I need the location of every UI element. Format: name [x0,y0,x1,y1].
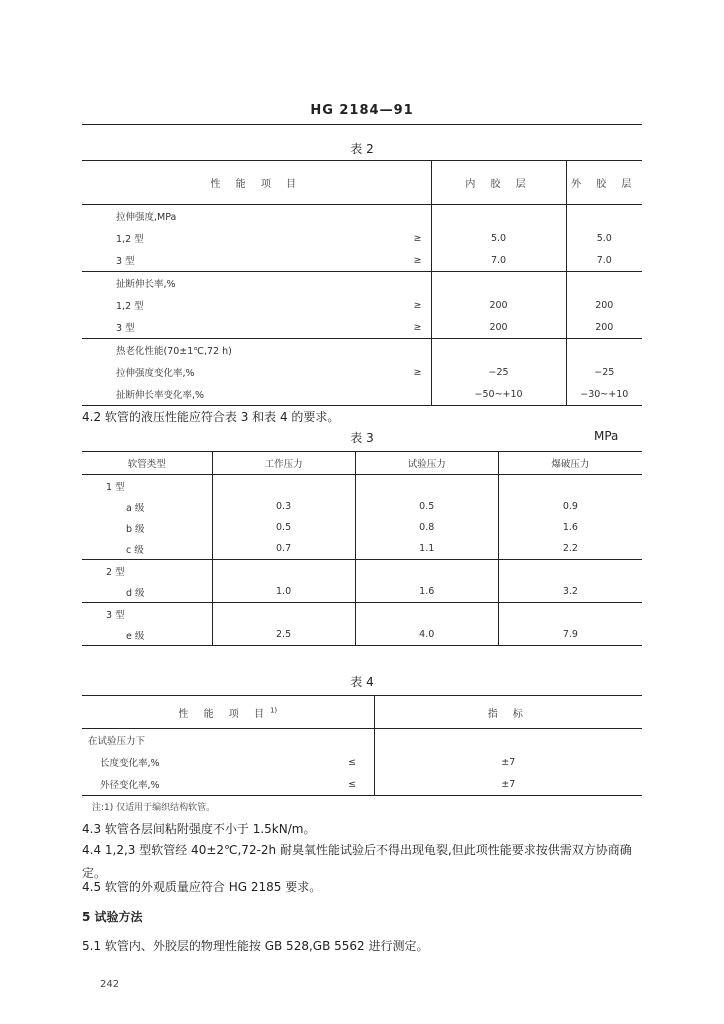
table2-row [82,227,642,249]
table4-row-label: 在试验压力下 [88,736,146,747]
table2-row-symbol: ≥ [413,321,422,333]
table3-row-test [355,475,498,497]
table3-row [82,517,642,538]
table4-row-label: 长度变化率,% [100,758,160,769]
table2-row [82,361,642,383]
table3-row [82,581,642,603]
table3-header-burst: 爆破压力 [498,452,642,475]
standard-code-header: HG 2184—91 [310,103,414,118]
table2-caption: 表 2 [350,142,374,156]
table2-row [82,249,642,272]
table3-row-burst: 2.2 [498,538,642,560]
table4-note: 注:1) 仅适用于编织结构软管。 [92,803,216,813]
table2-row [82,316,642,339]
table3-row-test [355,603,498,625]
table2-row-inner [431,205,566,228]
table3-row [82,475,642,497]
table4-row [82,729,642,752]
table2-row-inner [431,339,566,362]
table2-row-outer: 5.0 [566,227,642,249]
table4-row-value: ±7 [374,751,642,773]
table2-row-inner: −50~+10 [431,383,566,406]
table2-row-symbol [404,383,431,406]
table2-header-inner: 内 胶 层 [431,161,566,205]
table3-row-work: 1.0 [212,581,355,603]
header-rule [82,124,642,125]
table3-unit: MPa [594,429,619,443]
table4-header-item-text: 性 能 项 目 [178,708,270,720]
table3-row-work [212,475,355,497]
table2-row-label: 1,2 型 [116,234,144,245]
table2-row [82,272,642,295]
table2-row-label: 拉伸强度,MPa [82,205,404,228]
table4-row [82,751,642,773]
page-number: 242 [100,979,120,990]
table3-row-test [355,560,498,582]
table3-row-work: 0.3 [212,496,355,517]
table3-row-burst: 7.9 [498,624,642,646]
table3-row-test: 0.8 [355,517,498,538]
table2-row [82,339,642,362]
paragraph-4-3: 4.3 软管各层间粘附强度不小于 1.5kN/m。 [82,822,316,836]
table2-header-row [82,161,642,205]
table3-row-type: 3 型 [82,603,212,625]
table2-row-symbol [404,272,431,295]
table4-row [82,773,642,796]
table4-header-index: 指 标 [374,696,642,729]
table2-row-inner: 200 [431,316,566,339]
table3-row-test: 4.0 [355,624,498,646]
table2-row [82,294,642,316]
table3-row-type: d 级 [126,587,145,599]
table3-row [82,538,642,560]
table3-row-work [212,603,355,625]
table3-header-test: 试验压力 [355,452,498,475]
table3-row-type: a 级 [126,502,145,514]
table2-row-label: 扯断伸长率,% [82,272,404,295]
table2-row-symbol: ≥ [413,232,422,244]
table2-row-symbol: ≥ [413,366,422,378]
table3-row-type: 1 型 [106,481,125,493]
table2-row-inner: −25 [431,361,566,383]
table2-row-label: 扯断伸长率变化率,% [82,383,404,406]
table2-row-outer: 200 [566,294,642,316]
table3-row-work [212,560,355,582]
table2-row-inner: 200 [431,294,566,316]
table2-header-item: 性 能 项 目 [82,161,431,205]
table2-row-outer [566,272,642,295]
table2-row-outer: −30~+10 [566,383,642,406]
table4-row-symbol [331,729,375,752]
table3-caption: 表 3 [350,431,374,445]
table4-row-value [374,729,642,752]
table2-row-label: 1,2 型 [116,301,144,312]
table2-row [82,205,642,228]
table2 [82,160,642,406]
table4-row-symbol: ≤ [348,756,357,768]
table3-row-type: b 级 [126,523,145,535]
table2-row-outer: −25 [566,361,642,383]
table3-row-type: 2 型 [82,560,212,582]
table3-header-row [82,452,642,475]
table3-row-test: 1.6 [355,581,498,603]
paragraph-4-4: 4.4 1,2,3 型软管经 40±2℃,72-2h 耐臭氧性能试验后不得出现龟裂,但此项性能要求按供需双方协商确定。 [82,843,632,880]
table3-row [82,624,642,646]
table2-row-label: 热老化性能(70±1℃,72 h) [82,339,404,362]
table3-row-type: c 级 [126,544,144,556]
table3-row-work: 0.7 [212,538,355,560]
table3-row [82,560,642,582]
table4-row-value: ±7 [374,773,642,796]
table2-row-symbol [404,205,431,228]
table3-row-work: 0.5 [212,517,355,538]
table3-row-burst [498,475,642,497]
table2-row-label: 拉伸强度变化率,% [116,368,195,379]
table2-row-inner: 5.0 [431,227,566,249]
table2-header-outer: 外 胶 层 [566,161,642,205]
table4-row-symbol: ≤ [331,773,375,796]
table2-row-outer [566,205,642,228]
table2-row-symbol: ≥ [413,299,422,311]
table3-row-test: 1.1 [355,538,498,560]
table3-row-burst [498,603,642,625]
table4-caption: 表 4 [350,675,374,689]
table3-row [82,496,642,517]
table3-row [82,603,642,625]
paragraph-4-2: 4.2 软管的液压性能应符合表 3 和表 4 的要求。 [82,410,340,424]
paragraph-5-1: 5.1 软管内、外胶层的物理性能按 GB 528,GB 5562 进行测定。 [82,939,429,953]
table3-header-work: 工作压力 [212,452,355,475]
table2-row-outer [566,339,642,362]
table3-row-work: 2.5 [212,624,355,646]
table4 [82,695,642,796]
table3-row-burst: 1.6 [498,517,642,538]
paragraph-4-5: 4.5 软管的外观质量应符合 HG 2185 要求。 [82,880,322,894]
table3 [82,451,642,646]
table3-row-test: 0.5 [355,496,498,517]
table3-row-burst: 3.2 [498,581,642,603]
table2-row-outer: 200 [566,316,642,339]
table2-row-outer: 7.0 [566,249,642,272]
table3-row-burst [498,560,642,582]
table4-header-item [82,696,374,729]
table2-row-label: 3 型 [116,323,135,334]
table3-row-type: e 级 [82,624,212,646]
table2-row-symbol [404,339,431,362]
table3-row-burst: 0.9 [498,496,642,517]
table3-header-type: 软管类型 [82,452,212,475]
table2-row-inner: 7.0 [431,249,566,272]
table4-header-row [82,696,642,729]
table2-row [82,383,642,406]
table2-row-label: 3 型 [116,256,135,267]
table2-row-inner [431,272,566,295]
table4-row-label: 外径变化率,% [82,773,331,796]
section-5-heading: 5 试验方法 [82,910,143,924]
table4-header-footnote-mark: 1) [269,706,278,715]
table2-row-symbol: ≥ [413,254,422,266]
